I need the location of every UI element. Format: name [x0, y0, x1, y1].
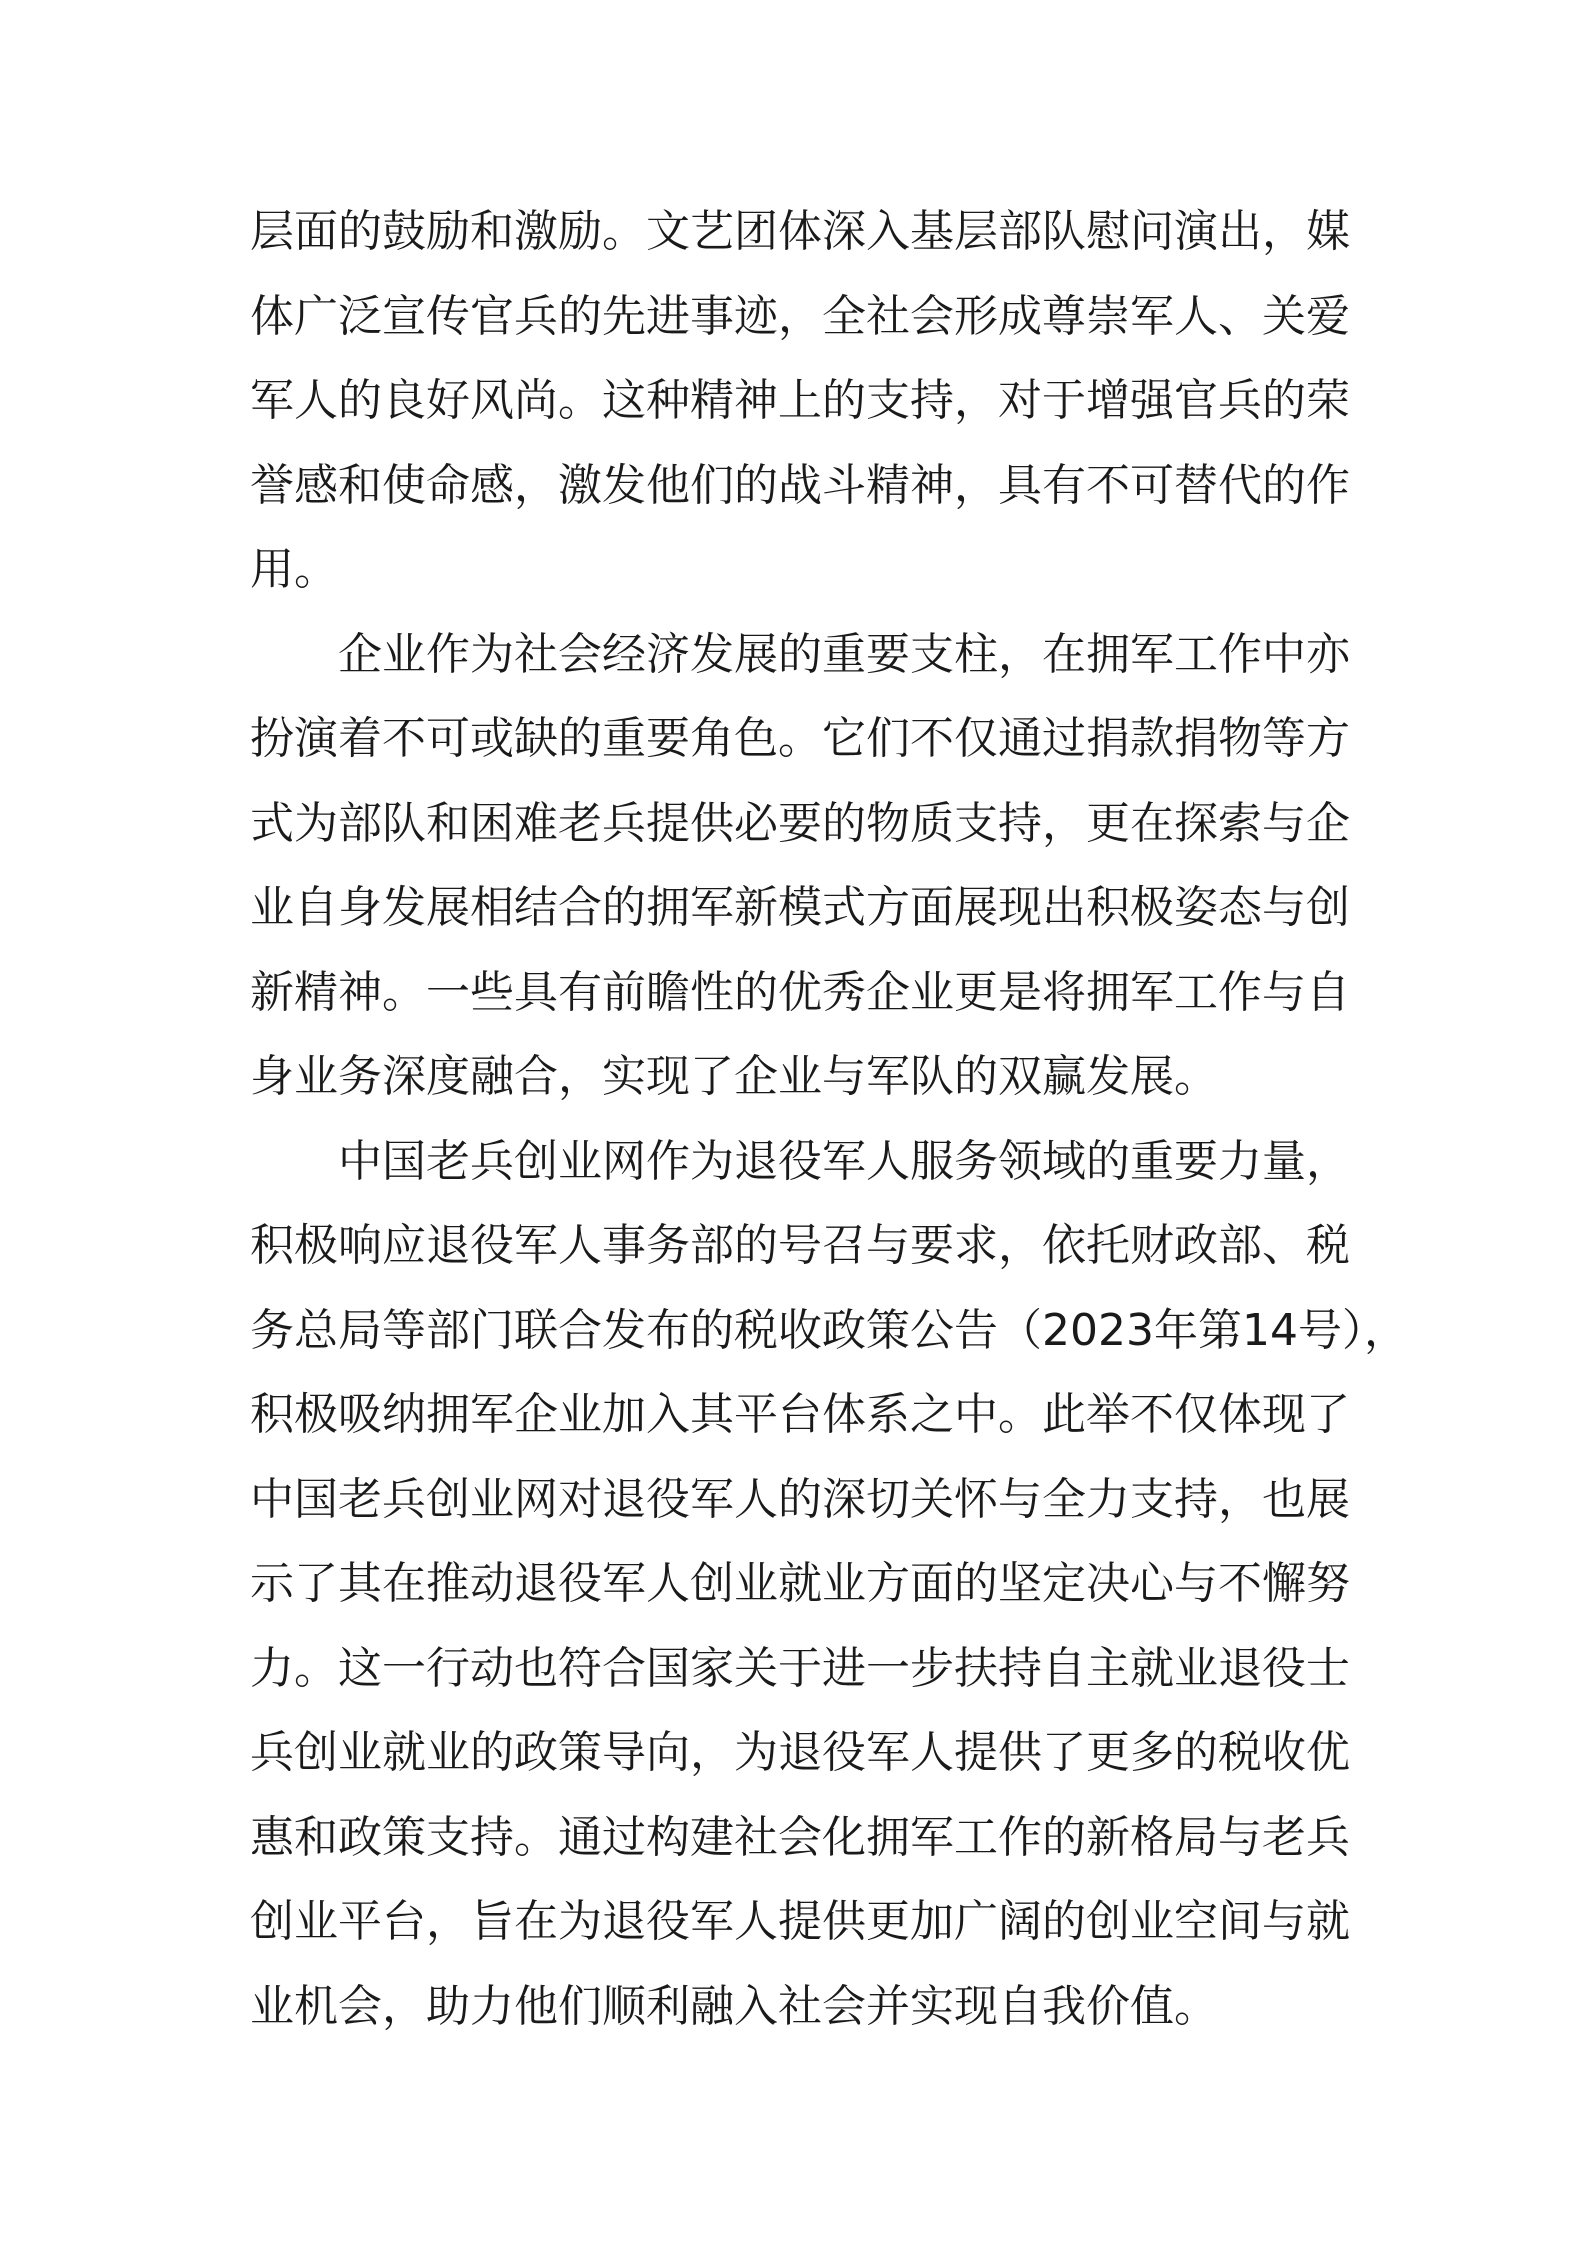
paragraph-line: 扮演着不可或缺的重要角色。它们不仅通过捐款捐物等方 — [250, 713, 1350, 764]
paragraph-line: 业机会，助力他们顺利融入社会并实现自我价值。 — [250, 1980, 1218, 2032]
paragraph-line: 力。这一行动也符合国家关于进一步扶持自主就业退役士 — [250, 1642, 1350, 1694]
paragraph-line: 用。 — [250, 544, 338, 595]
paragraph-line: 积极响应退役军人事务部的号召与要求，依托财政部、税 — [250, 1220, 1350, 1271]
paragraph-2 — [250, 613, 1350, 1120]
paragraph-line: 务总局等部门联合发布的税收政策公告（2023年第14号）， — [250, 1304, 1408, 1356]
paragraph-line: 体广泛宣传官兵的先进事迹，全社会形成尊崇军人、关爱 — [250, 290, 1350, 342]
paragraph-line: 业自身发展相结合的拥军新模式方面展现出积极姿态与创 — [250, 882, 1350, 933]
paragraph-line: 兵创业就业的政策导向，为退役军人提供了更多的税收优 — [250, 1727, 1350, 1778]
paragraph-line: 示了其在推动退役军人创业就业方面的坚定决心与不懈努 — [250, 1558, 1350, 1609]
paragraph-line: 军人的良好风尚。这种精神上的支持，对于增强官兵的荣 — [250, 375, 1350, 426]
document-body — [250, 190, 1408, 2049]
paragraph-line: 惠和政策支持。通过构建社会化拥军工作的新格局与老兵 — [250, 1811, 1350, 1863]
paragraph-line: 层面的鼓励和激励。文艺团体深入基层部队慰问演出，媒 — [250, 206, 1350, 257]
paragraph-line: 身业务深度融合，实现了企业与军队的双赢发展。 — [250, 1051, 1218, 1102]
paragraph-line: 企业作为社会经济发展的重要支柱，在拥军工作中亦 — [338, 628, 1350, 680]
paragraph-line: 誉感和使命感，激发他们的战斗精神，具有不可替代的作 — [250, 459, 1350, 511]
paragraph-1 — [250, 190, 1350, 613]
paragraph-line: 中国老兵创业网作为退役军人服务领域的重要力量， — [338, 1135, 1350, 1187]
paragraph-line: 中国老兵创业网对退役军人的深切关怀与全力支持，也展 — [250, 1473, 1350, 1525]
paragraph-3 — [250, 1120, 1408, 2050]
paragraph-line: 式为部队和困难老兵提供必要的物质支持，更在探索与企 — [250, 797, 1350, 849]
paragraph-line: 创业平台，旨在为退役军人提供更加广阔的创业空间与就 — [250, 1896, 1350, 1947]
paragraph-line: 新精神。一些具有前瞻性的优秀企业更是将拥军工作与自 — [250, 966, 1350, 1018]
paragraph-line: 积极吸纳拥军企业加入其平台体系之中。此举不仅体现了 — [250, 1389, 1350, 1440]
